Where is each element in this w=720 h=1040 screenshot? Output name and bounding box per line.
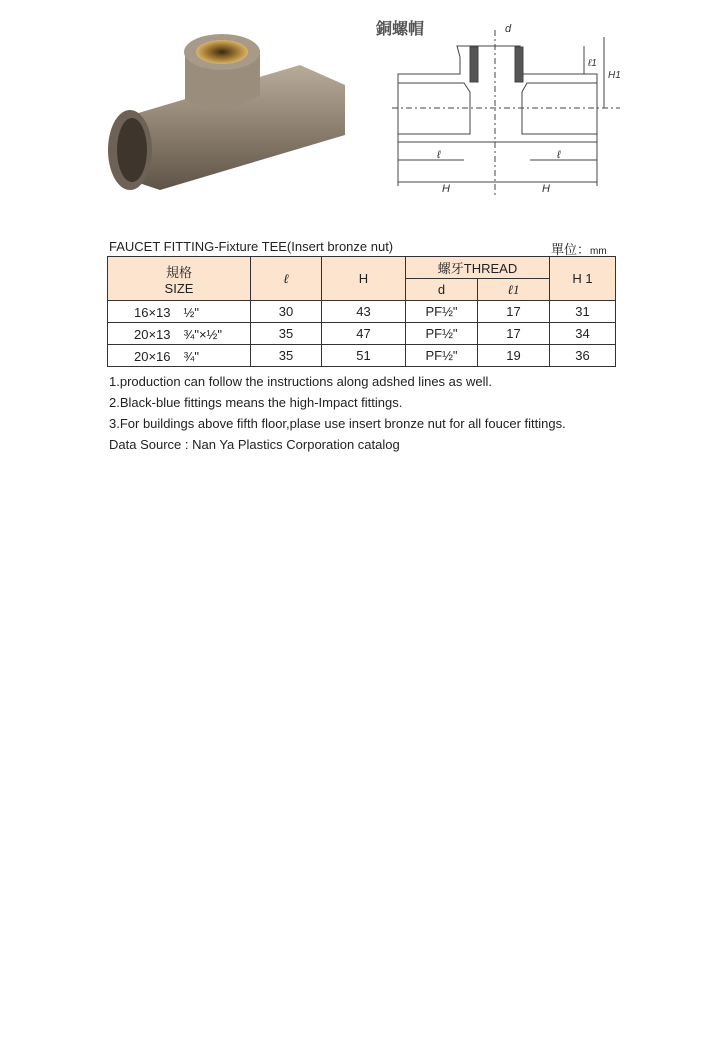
cell-l: 35 bbox=[251, 323, 322, 345]
header-size: 規格 SIZE bbox=[108, 257, 251, 301]
table-row bbox=[108, 301, 616, 323]
H-label: H bbox=[442, 183, 450, 195]
l-label: ℓ bbox=[557, 149, 561, 161]
spec-table bbox=[107, 256, 616, 367]
table-row bbox=[108, 345, 616, 367]
H1-label: H1 bbox=[608, 70, 621, 81]
d-label: d bbox=[505, 23, 512, 35]
table-title: FAUCET FITTING-Fixture TEE(Insert bronze nut) bbox=[109, 239, 394, 254]
header-d: d bbox=[406, 279, 478, 301]
cell-H: 43 bbox=[322, 301, 406, 323]
cell-H: 47 bbox=[322, 323, 406, 345]
cell-H: 51 bbox=[322, 345, 406, 367]
bronze-nut-label: 銅螺帽 bbox=[376, 21, 425, 38]
header-H: H bbox=[322, 257, 406, 301]
notes bbox=[109, 371, 566, 455]
cell-size: 16×13 ½" bbox=[108, 301, 251, 323]
header-thread: 螺牙THREAD bbox=[406, 257, 550, 279]
header-l1: ℓ1 bbox=[478, 279, 550, 301]
note-1: 1.production can follow the instructions along adshed lines as well. bbox=[109, 374, 493, 389]
data-source: Data Source : Nan Ya Plastics Corporation catalog bbox=[109, 437, 400, 452]
cell-size: 20×13 ¾"×½" bbox=[108, 323, 251, 345]
l1-label: ℓ1 bbox=[588, 58, 597, 69]
unit-value: mm bbox=[590, 246, 607, 257]
table-row bbox=[108, 323, 616, 345]
fitting-photo bbox=[100, 25, 360, 200]
cell-d: PF½" bbox=[406, 345, 478, 367]
cell-l1: 19 bbox=[478, 345, 550, 367]
note-2: 2.Black-blue fittings means the high-Impact fittings. bbox=[109, 395, 403, 410]
cell-H1: 31 bbox=[550, 301, 616, 323]
cell-d: PF½" bbox=[406, 323, 478, 345]
cell-size: 20×16 ¾" bbox=[108, 345, 251, 367]
H-label: H bbox=[542, 183, 550, 195]
cell-l1: 17 bbox=[478, 301, 550, 323]
unit-label-text: 單位： bbox=[551, 242, 591, 257]
header-l: ℓ bbox=[251, 257, 322, 301]
note-3: 3.For buildings above fifth floor,plase use insert bronze nut for all foucer fittings. bbox=[109, 416, 566, 431]
cell-H1: 36 bbox=[550, 345, 616, 367]
cell-l: 30 bbox=[251, 301, 322, 323]
l-label: ℓ bbox=[437, 149, 441, 161]
cell-H1: 34 bbox=[550, 323, 616, 345]
cell-d: PF½" bbox=[406, 301, 478, 323]
header-H1: H 1 bbox=[550, 257, 616, 301]
cell-l1: 17 bbox=[478, 323, 550, 345]
cell-l: 35 bbox=[251, 345, 322, 367]
